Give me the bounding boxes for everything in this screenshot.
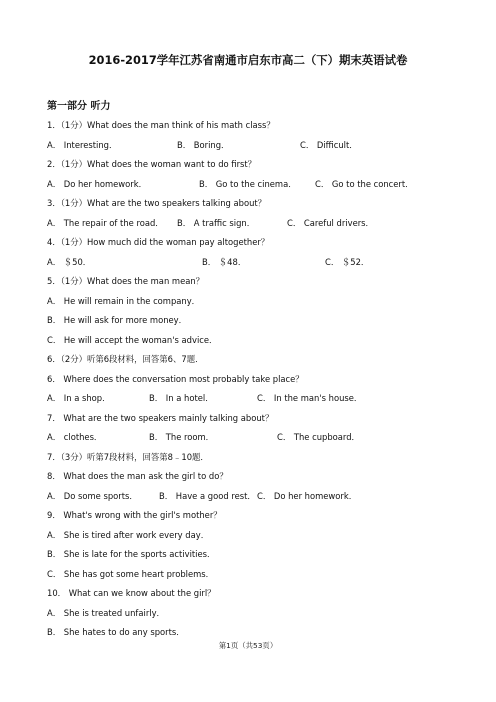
- line-text: C． He will accept the woman's advice．: [47, 334, 218, 345]
- question-line: [47, 116, 487, 136]
- line-text: 5．（1分）What does the man mean？: [47, 276, 205, 286]
- question-line: [47, 448, 487, 468]
- question-line: [47, 292, 487, 312]
- question-line: [47, 584, 487, 604]
- line-text: 6．（2分）听第6段材料，回答第6、7题．: [47, 354, 204, 364]
- answer-option: B． Have a good rest．: [159, 490, 256, 501]
- answer-option: A． Do some sports．: [47, 490, 138, 501]
- options-row: [47, 253, 487, 273]
- question-line: [47, 194, 487, 214]
- answer-option: C． ＄52．: [325, 256, 370, 267]
- line-text: 7． What are the two speakers mainly talking about？: [47, 412, 274, 423]
- question-line: [47, 331, 487, 351]
- section-heading: 第一部分 听力: [47, 101, 111, 112]
- question-line: [47, 155, 487, 175]
- question-line: [47, 526, 487, 546]
- answer-option: C． Careful drivers．: [287, 217, 374, 228]
- options-row: [47, 136, 487, 156]
- page-title: 2016-2017学年江苏省南通市启东市高二（下）期末英语试卷: [88, 53, 408, 67]
- answer-option: C． Do her homework．: [257, 490, 358, 501]
- answer-option: C． Go to the concert．: [315, 178, 414, 189]
- line-text: 8． What does the man ask the girl to do？: [47, 471, 228, 481]
- line-text: 6． Where does the conversation most probably take place？: [47, 373, 304, 384]
- line-text: C． She has got some heart problems．: [47, 568, 215, 579]
- answer-option: C． In the man's house．: [257, 393, 363, 403]
- line-text: 4．（1分）How much did the woman pay altogether？: [47, 237, 270, 247]
- answer-option: B． A traffic sign．: [177, 217, 256, 228]
- answer-option: A． The repair of the road．: [47, 217, 164, 228]
- line-text: A． He will remain in the company．: [47, 295, 201, 306]
- question-line: [47, 506, 487, 526]
- options-row: [47, 487, 487, 507]
- question-line: [47, 233, 487, 253]
- question-line: [47, 350, 487, 370]
- options-row: [47, 428, 487, 448]
- answer-option: A． In a shop．: [47, 393, 111, 403]
- answer-option: C． The cupboard．: [277, 432, 360, 442]
- question-line: [47, 311, 487, 331]
- line-text: B． He will ask for more money．: [47, 315, 188, 325]
- line-text: B． She hates to do any sports．: [47, 627, 185, 637]
- line-text: 7．（3分）听第7段材料，回答第8﹣10题．: [47, 451, 209, 462]
- line-text: 3．（1分）What are the two speakers talking about？: [47, 198, 267, 208]
- options-row: [47, 175, 487, 195]
- line-text: 10． What can we know about the girl？: [47, 588, 216, 598]
- question-list: [47, 116, 487, 643]
- answer-option: A． clothes．: [47, 432, 103, 442]
- answer-option: B． In a hotel．: [149, 393, 214, 403]
- line-text: 1．（1分）What does the man think of his math class？: [47, 120, 275, 130]
- question-line: [47, 467, 487, 487]
- options-row: [47, 214, 487, 234]
- answer-option: A． Do her homework．: [47, 178, 147, 189]
- question-line: [47, 370, 487, 390]
- question-line: [47, 272, 487, 292]
- question-line: [47, 565, 487, 585]
- line-text: 9． What's wrong with the girl's mother？: [47, 510, 222, 520]
- page-number: 第1页（共53页）: [218, 641, 278, 650]
- question-line: [47, 604, 487, 624]
- answer-option: C． Difficult．: [300, 139, 358, 150]
- line-text: A． She is tired after work every day．: [47, 529, 210, 540]
- line-text: A． She is treated unfairly．: [47, 607, 165, 618]
- answer-option: B． The room．: [149, 432, 215, 442]
- options-row: [47, 389, 487, 409]
- answer-option: A． ＄50．: [47, 256, 92, 267]
- line-text: 2．（1分）What does the woman want to do first？: [47, 159, 257, 169]
- question-line: [47, 545, 487, 565]
- line-text: B． She is late for the sports activities．: [47, 549, 216, 559]
- answer-option: B． Go to the cinema．: [199, 178, 297, 189]
- question-line: [47, 409, 487, 429]
- answer-option: B． ＄48．: [202, 256, 247, 267]
- answer-option: B． Boring．: [177, 139, 230, 150]
- answer-option: A． Interesting．: [47, 139, 118, 150]
